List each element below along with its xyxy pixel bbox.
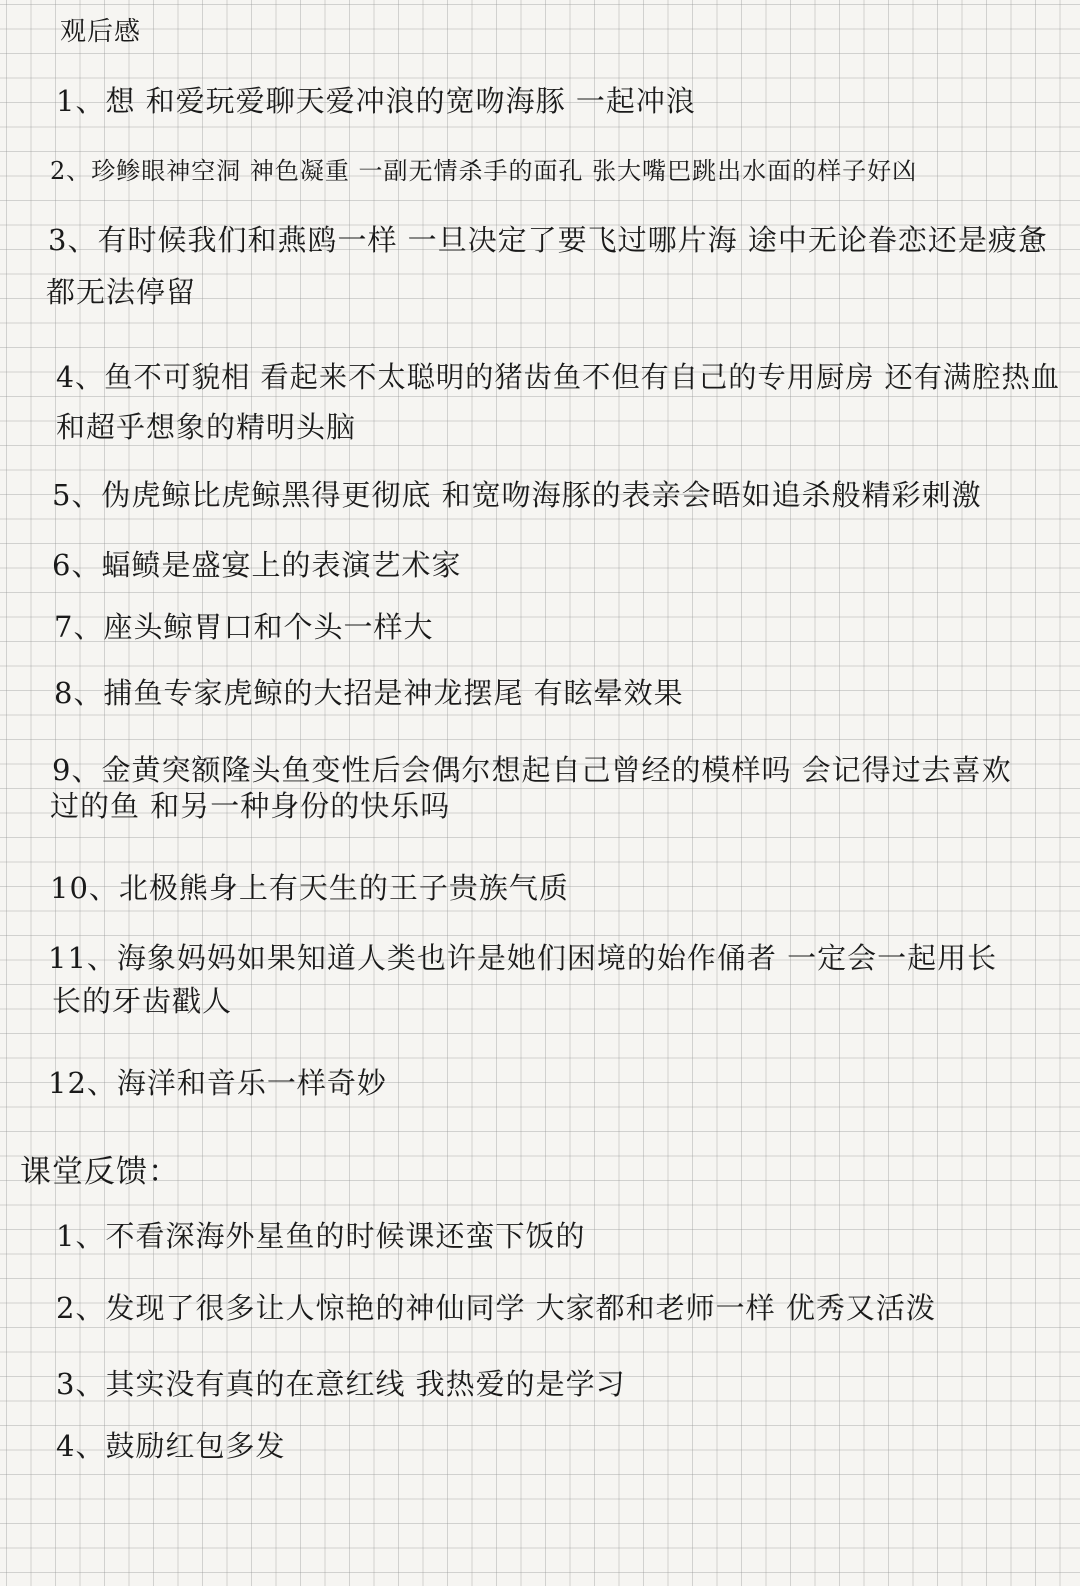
note-4-line-2: 和超乎想象的精明头脑 bbox=[56, 410, 357, 444]
note-2: 2、珍鲹眼神空洞 神色凝重 一副无情杀手的面孔 张大嘴巴跳出水面的样子好凶 bbox=[50, 157, 918, 185]
note-3-line-1: 3、有时候我们和燕鸥一样 一旦决定了要飞过哪片海 途中无论眷恋还是疲惫 bbox=[48, 223, 1048, 257]
feedback-3: 3、其实没有真的在意红线 我热爱的是学习 bbox=[56, 1367, 626, 1401]
note-1: 1、想 和爱玩爱聊天爱冲浪的宽吻海豚 一起冲浪 bbox=[56, 84, 696, 118]
note-8: 8、捕鱼专家虎鲸的大招是神龙摆尾 有眩晕效果 bbox=[54, 676, 684, 710]
note-11-line-2: 长的牙齿戳人 bbox=[52, 984, 233, 1018]
note-5: 5、伪虎鲸比虎鲸黑得更彻底 和宽吻海豚的表亲会晤如追杀般精彩刺激 bbox=[52, 478, 982, 512]
feedback-4: 4、鼓励红包多发 bbox=[56, 1429, 286, 1463]
note-10: 10、北极熊身上有天生的王子贵族气质 bbox=[50, 871, 569, 905]
note-6: 6、蝠鲼是盛宴上的表演艺术家 bbox=[52, 548, 462, 582]
note-9-line-1: 9、金黄突额隆头鱼变性后会偶尔想起自己曾经的模样吗 会记得过去喜欢 bbox=[52, 753, 1012, 787]
note-9-line-2: 过的鱼 和另一种身份的快乐吗 bbox=[50, 789, 451, 823]
class-feedback-title: 课堂反馈： bbox=[20, 1154, 180, 1190]
note-4-line-1: 4、鱼不可貌相 看起来不太聪明的猪齿鱼不但有自己的专用厨房 还有满腔热血 bbox=[56, 360, 1060, 394]
note-7: 7、座头鲸胃口和个头一样大 bbox=[54, 610, 434, 644]
note-11-line-1: 11、海象妈妈如果知道人类也许是她们困境的始作俑者 一定会一起用长 bbox=[48, 941, 998, 975]
viewing-notes-title: 观后感 bbox=[60, 17, 142, 47]
feedback-2: 2、发现了很多让人惊艳的神仙同学 大家都和老师一样 优秀又活泼 bbox=[56, 1291, 936, 1325]
feedback-1: 1、不看深海外星鱼的时候课还蛮下饭的 bbox=[56, 1219, 586, 1253]
note-12: 12、海洋和音乐一样奇妙 bbox=[48, 1066, 387, 1100]
note-3-line-2: 都无法停留 bbox=[46, 275, 197, 309]
